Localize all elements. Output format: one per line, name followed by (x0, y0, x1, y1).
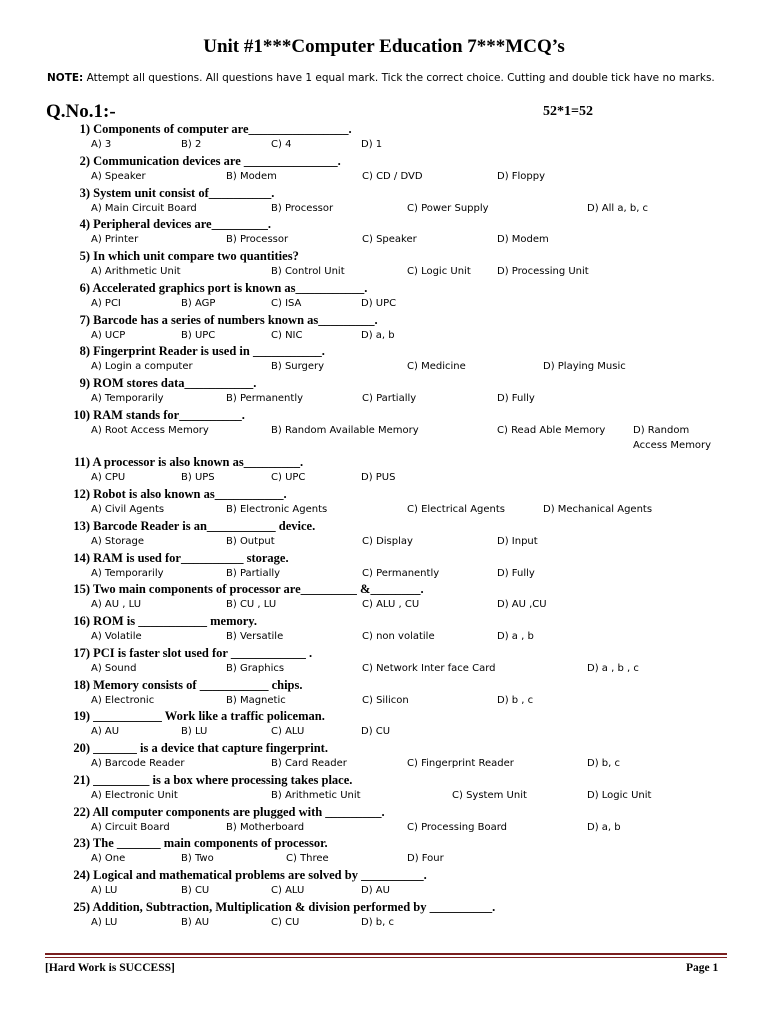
question-stem: All computer components are plugged with _________. (92, 804, 385, 819)
question-17 (0, 645, 768, 677)
option-a[interactable]: A) Temporarily (91, 567, 164, 579)
question-stem: Fingerprint Reader is used in ___________. (93, 344, 325, 359)
option-d[interactable]: D) a, b (587, 821, 621, 833)
question-18 (0, 677, 768, 709)
question-stem: Addition, Subtraction, Multiplication & division performed by __________. (92, 899, 496, 914)
question-stem: PCI is faster slot used for ____________ . (93, 645, 313, 660)
option-a[interactable]: A) CPU (91, 472, 126, 484)
option-b[interactable]: B) Magnetic (226, 694, 286, 706)
question-5 (0, 248, 768, 280)
question-number: 20) (73, 741, 90, 756)
question-number: 5) (79, 249, 90, 263)
option-b[interactable]: B) CU , LU (226, 599, 277, 611)
option-b[interactable]: B) Output (226, 535, 275, 547)
option-b[interactable]: B) AGP (181, 297, 216, 309)
question-text (66, 899, 495, 915)
section-label: Q.No.1:- (46, 101, 116, 122)
option-c[interactable]: C) Network Inter face Card (362, 662, 496, 674)
question-16 (0, 613, 768, 645)
option-a[interactable]: A) UCP (91, 329, 126, 341)
option-b[interactable]: B) Control Unit (271, 266, 345, 277)
question-number: 3) (79, 185, 90, 200)
question-text (66, 454, 303, 470)
option-d[interactable]: D) a , b , c (587, 662, 639, 674)
question-number: 9) (79, 376, 90, 390)
question-number: 23) (73, 836, 90, 851)
question-text (66, 343, 325, 359)
option-a[interactable]: A) Circuit Board (91, 821, 170, 833)
option-c[interactable]: C) Medicine (407, 361, 466, 373)
question-text (66, 121, 352, 137)
option-b[interactable]: B) Electronic Agents (226, 504, 328, 516)
question-text (66, 486, 287, 502)
page-number: Page 1 (686, 962, 719, 974)
option-c[interactable]: C) Logic Unit (407, 266, 471, 277)
question-14 (0, 550, 768, 582)
option-b[interactable]: B) Graphics (226, 662, 285, 674)
option-d[interactable]: D) a , b (497, 631, 534, 643)
option-c[interactable]: C) Three (286, 853, 329, 865)
option-d[interactable]: D) b, c (361, 916, 394, 928)
question-stem: A processor is also known as_________. (92, 455, 304, 470)
option-a[interactable]: A) LU (91, 916, 118, 928)
question-stem: In which unit compare two quantities? (93, 249, 299, 263)
option-c[interactable]: C) System Unit (452, 789, 527, 801)
option-d[interactable]: D) CU (361, 726, 391, 738)
option-a[interactable]: A) Volatile (91, 631, 142, 643)
question-text (66, 185, 274, 201)
option-a[interactable]: A) Main Circuit Board (91, 202, 197, 214)
option-d[interactable]: D) Playing Music (543, 361, 626, 373)
option-d[interactable]: D) Fully (497, 567, 535, 579)
option-a[interactable]: A) Arithmetic Unit (91, 266, 181, 277)
question-stem: Communication devices are _______________. (93, 153, 341, 168)
question-number: 1) (79, 122, 90, 136)
question-8 (0, 343, 768, 375)
option-c[interactable]: C) non volatile (362, 631, 435, 643)
option-a[interactable]: A) One (91, 853, 126, 865)
question-1 (0, 121, 768, 153)
option-a[interactable]: A) Civil Agents (91, 504, 165, 516)
option-b[interactable]: B) Permanently (226, 393, 304, 404)
section-marks: 52*1=52 (543, 104, 593, 119)
question-text (66, 518, 315, 534)
option-d[interactable]: D) Logic Unit (587, 789, 652, 801)
option-d[interactable]: D) UPC (361, 297, 397, 309)
option-c[interactable]: C) NIC (271, 329, 303, 341)
question-number: 14) (73, 550, 90, 565)
option-d[interactable]: D) AU ,CU (497, 599, 547, 611)
question-stem: ROM stores data___________. (93, 376, 257, 390)
question-number: 19) (73, 709, 90, 724)
question-stem: Peripheral devices are_________. (93, 217, 271, 232)
question-stem: ROM is ___________ memory. (93, 614, 257, 629)
question-text (66, 248, 299, 264)
option-d[interactable] (633, 423, 713, 454)
option-d[interactable]: D) Four (407, 853, 444, 865)
option-d[interactable]: D) a, b (361, 329, 395, 341)
option-d[interactable]: D) 1 (361, 139, 383, 150)
option-a[interactable]: A) Temporarily (91, 393, 164, 404)
option-b[interactable]: B) CU (181, 885, 210, 897)
question-text (66, 677, 303, 693)
question-stem: Robot is also known as___________. (93, 487, 287, 502)
option-d[interactable]: D) PUS (361, 472, 396, 484)
question-text (66, 867, 427, 883)
question-number: 4) (79, 217, 90, 232)
question-stem: Barcode has a series of numbers known as_________. (93, 312, 378, 327)
option-b[interactable]: B) LU (181, 726, 208, 738)
option-d[interactable]: D) Mechanical Agents (543, 504, 653, 516)
question-stem: System unit consist of__________. (93, 185, 275, 200)
option-a[interactable]: A) 3 (91, 139, 112, 150)
footer-motto: [Hard Work is SUCCESS] (45, 962, 175, 974)
question-stem: Logical and mathematical problems are solved by __________. (93, 868, 427, 883)
option-b[interactable]: B) Modem (226, 170, 277, 182)
option-a[interactable]: A) Login a computer (91, 361, 193, 373)
question-stem: Barcode Reader is an___________ device. (93, 518, 316, 533)
question-15 (0, 581, 768, 613)
question-list (0, 121, 768, 931)
question-text (66, 613, 257, 629)
question-text (66, 581, 424, 597)
question-number: 12) (73, 487, 90, 502)
option-b[interactable]: B) Surgery (271, 361, 325, 373)
option-c[interactable]: C) Silicon (362, 694, 409, 706)
question-number: 16) (73, 614, 90, 629)
question-9 (0, 375, 768, 407)
option-d-text: D) Random Access Memory (633, 424, 712, 452)
option-d[interactable]: D) Modem (497, 234, 549, 246)
option-a[interactable]: A) Printer (91, 234, 139, 246)
note-label: NOTE: (47, 72, 84, 84)
option-c[interactable]: C) ALU , CU (362, 599, 420, 611)
question-number: 24) (73, 868, 90, 883)
option-c[interactable]: C) Fingerprint Reader (407, 758, 514, 770)
option-c[interactable]: C) CD / DVD (362, 170, 423, 182)
question-text (66, 550, 289, 566)
question-4 (0, 216, 768, 248)
question-12 (0, 486, 768, 518)
question-number: 21) (73, 772, 90, 787)
question-13 (0, 518, 768, 550)
option-c[interactable]: C) Speaker (362, 234, 417, 246)
question-stem: The _______ main components of processor. (92, 836, 328, 851)
option-b[interactable]: B) Processor (271, 202, 334, 214)
instructions-note (47, 71, 727, 85)
question-number: 6) (79, 280, 90, 295)
question-text (66, 216, 271, 232)
option-b[interactable]: B) UPS (181, 472, 215, 484)
question-text (66, 772, 352, 788)
note-text: Attempt all questions. All questions have 1 equal mark. Tick the correct choice. Cutting and double tick have no marks. (83, 72, 715, 84)
question-stem: Two main components of processor are_________ &________. (92, 582, 424, 597)
question-10 (0, 407, 768, 455)
option-b[interactable]: B) Arithmetic Unit (271, 789, 361, 801)
question-number: 22) (73, 804, 90, 819)
question-number: 17) (73, 645, 90, 660)
question-number: 2) (79, 153, 90, 168)
option-c[interactable]: C) Processing Board (407, 821, 508, 833)
question-text (66, 645, 312, 661)
question-text (66, 375, 256, 391)
question-stem: RAM is used for__________ storage. (93, 550, 289, 565)
option-a[interactable]: A) Barcode Reader (91, 758, 185, 770)
option-c[interactable]: C) UPC (271, 472, 306, 484)
option-d[interactable]: D) Input (497, 535, 538, 547)
option-c[interactable]: C) Permanently (362, 567, 440, 579)
option-a[interactable]: A) AU (91, 726, 120, 738)
question-stem: Components of computer are________________. (93, 122, 352, 136)
option-d[interactable]: D) AU (361, 885, 390, 897)
question-text (66, 280, 367, 296)
question-stem: Accelerated graphics port is known as___________. (92, 280, 368, 295)
option-c[interactable]: C) Power Supply (407, 202, 489, 214)
question-number: 25) (73, 899, 90, 914)
question-19 (0, 708, 768, 740)
option-d[interactable]: D) All a, b, c (587, 202, 649, 214)
option-c[interactable]: C) Electrical Agents (407, 504, 506, 516)
option-c[interactable]: C) Partially (362, 393, 417, 404)
option-d[interactable]: D) b , c (497, 694, 534, 706)
question-23 (0, 835, 768, 867)
question-number: 13) (73, 518, 90, 533)
option-a[interactable]: A) Root Access Memory (91, 424, 209, 436)
question-3 (0, 185, 768, 217)
question-2 (0, 153, 768, 185)
question-text (66, 407, 245, 423)
option-c[interactable]: C) ALU (271, 726, 305, 738)
option-a[interactable]: A) Storage (91, 535, 145, 547)
question-stem: RAM stands for__________. (93, 407, 245, 422)
question-22 (0, 804, 768, 836)
question-text (66, 708, 325, 724)
option-a[interactable]: A) Sound (91, 662, 137, 674)
option-c[interactable]: C) ISA (271, 297, 302, 309)
question-text (66, 312, 378, 328)
question-number: 18) (73, 677, 90, 692)
footer-divider (45, 953, 727, 955)
option-d[interactable]: D) b, c (587, 758, 620, 770)
option-d[interactable]: D) Fully (497, 393, 535, 404)
question-24 (0, 867, 768, 899)
option-c[interactable]: C) ALU (271, 885, 305, 897)
option-a[interactable]: A) PCI (91, 297, 121, 309)
question-number: 8) (79, 344, 90, 359)
option-c[interactable]: C) Display (362, 535, 413, 547)
option-c[interactable]: C) 4 (271, 139, 292, 150)
option-b[interactable]: B) 2 (181, 139, 202, 150)
option-b[interactable]: B) Processor (226, 234, 289, 246)
option-c[interactable]: C) Read Able Memory (497, 424, 606, 436)
question-stem: _________ is a box where processing takes place. (93, 772, 353, 787)
question-stem: ___________ Work like a traffic policeman. (93, 709, 325, 724)
option-b[interactable]: B) AU (181, 916, 210, 928)
question-stem: Memory consists of ___________ chips. (93, 677, 303, 692)
option-a[interactable]: A) Electronic (91, 694, 155, 706)
question-number: 7) (79, 312, 90, 327)
option-b[interactable]: B) Partially (226, 567, 281, 579)
question-text (66, 804, 385, 820)
option-d[interactable]: D) Floppy (497, 170, 546, 182)
question-11 (0, 454, 768, 486)
question-number: 11) (74, 455, 90, 470)
question-6 (0, 280, 768, 312)
option-b[interactable]: B) Random Available Memory (271, 424, 419, 436)
question-text (66, 835, 328, 851)
question-number: 10) (73, 407, 90, 422)
question-25 (0, 899, 768, 931)
option-b[interactable]: B) Versatile (226, 631, 284, 643)
option-b[interactable]: B) UPC (181, 329, 216, 341)
option-b[interactable]: B) Card Reader (271, 758, 347, 770)
page-title: Unit #1***Computer Education 7***MCQ’s (203, 36, 565, 57)
option-a[interactable]: A) LU (91, 885, 118, 897)
question-stem: _______ is a device that capture fingerprint. (93, 741, 328, 756)
option-b[interactable]: B) Two (181, 853, 214, 865)
question-20 (0, 740, 768, 772)
question-text (66, 153, 341, 169)
option-a[interactable]: A) Electronic Unit (91, 789, 178, 801)
option-c[interactable]: C) CU (271, 916, 300, 928)
option-a[interactable]: A) AU , LU (91, 599, 142, 611)
question-21 (0, 772, 768, 804)
option-b[interactable]: B) Motherboard (226, 821, 305, 833)
question-text (66, 740, 328, 756)
option-d[interactable]: D) Processing Unit (497, 266, 589, 277)
question-7 (0, 312, 768, 344)
option-a[interactable]: A) Speaker (91, 170, 146, 182)
question-number: 15) (73, 582, 90, 597)
footer-divider-thin (45, 957, 727, 958)
